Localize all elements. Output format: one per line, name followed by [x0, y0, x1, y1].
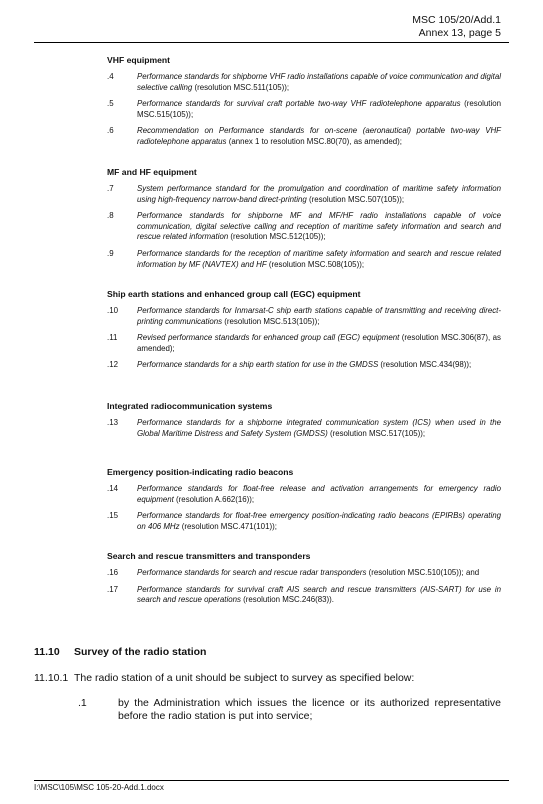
footer-path: I:\MSC\105\MSC 105-20-Add.1.docx	[34, 783, 164, 792]
list-item: .14 Performance standards for float-free release and activation arrangements for emergency radio equipment (resolution A.662(16));	[107, 484, 501, 504]
section-mf-hf	[107, 167, 501, 270]
list-item: .6 Recommendation on Performance standards for on-scene (aeronautical) portable two-way VHF radiotelephone apparatus (annex 1 to resolution MSC.80(70), as amended);	[107, 126, 501, 146]
section-epirb	[107, 467, 501, 532]
section-heading: 11.10 Survey of the radio station	[34, 646, 207, 658]
doc-id: MSC 105/20/Add.1	[412, 14, 501, 26]
header-rule	[34, 42, 509, 43]
section-title: MF and HF equipment	[107, 167, 197, 177]
annex-page: Annex 13, page 5	[418, 27, 501, 39]
list-item: .9 Performance standards for the reception of maritime safety information and search and rescue related information by MF (NAVTEX) and HF (resolution MSC.508(105));	[107, 248, 501, 269]
section-title: Emergency position-indicating radio beacons	[107, 467, 294, 477]
list-item: .11 Revised performance standards for enhanced group call (EGC) equipment (resolution MSC.306(87), as amended);	[107, 333, 501, 353]
section-sar-transmitters	[107, 551, 501, 606]
section-title: Integrated radiocommunication systems	[107, 401, 273, 411]
list-item: .4 Performance standards for shipborne VHF radio installations capable of voice communication and digital selective calling (resolution MSC.511(105));	[107, 72, 501, 92]
footer-rule	[34, 780, 509, 781]
list-item: .15 Performance standards for float-free emergency position-indicating radio beacons (EPIRBs) operating on 406 MHz (resolution MSC.471(101));	[107, 511, 501, 531]
sub-item: .1 by the Administration which issues the licence or its authorized representative before the radio station is put into service;	[78, 697, 501, 722]
section-ship-earth-stations	[107, 289, 501, 371]
page-header	[412, 14, 501, 40]
list-item: .10 Performance standards for Inmarsat-C ship earth stations capable of transmitting and receiving direct-printing communications (resolution MSC.513(105));	[107, 306, 501, 326]
list-item: .5 Performance standards for survival craft portable two-way VHF radiotelephone apparatus (resolution MSC.515(105));	[107, 99, 501, 119]
list-item: .8 Performance standards for shipborne MF and MF/HF radio installations capable of voice communication, digital selective calling and reception of maritime safety information and search and rescue related information (resolution MSC.512(105));	[107, 211, 501, 242]
section-vhf	[107, 55, 501, 148]
list-item: .16 Performance standards for search and rescue radar transponders (resolution MSC.510(105)); and	[107, 568, 480, 577]
paragraph: 11.10.1 The radio station of a unit should be subject to survey as specified below:	[34, 672, 415, 684]
section-integrated-systems	[107, 401, 501, 439]
section-title: VHF equipment	[107, 55, 171, 65]
list-item: .17 Performance standards for survival craft AIS search and rescue transmitters (AIS-SART) for use in search and rescue operations (resolution MSC.246(83)).	[107, 584, 501, 605]
section-title: Search and rescue transmitters and transponders	[107, 551, 311, 561]
list-item: .13 Performance standards for a shipborne integrated communication system (ICS) when used in the Global Maritime Distress and Safety System (GMDSS) (resolution MSC.517(105));	[107, 418, 501, 438]
section-title: Ship earth stations and enhanced group call (EGC) equipment	[107, 289, 361, 299]
list-item: .12 Performance standards for a ship earth station for use in the GMDSS (resolution MSC.434(98));	[107, 360, 472, 370]
list-item: .7 System performance standard for the promulgation and coordination of maritime safety information using high-frequency narrow-band direct-printing (resolution MSC.507(105));	[107, 184, 501, 204]
